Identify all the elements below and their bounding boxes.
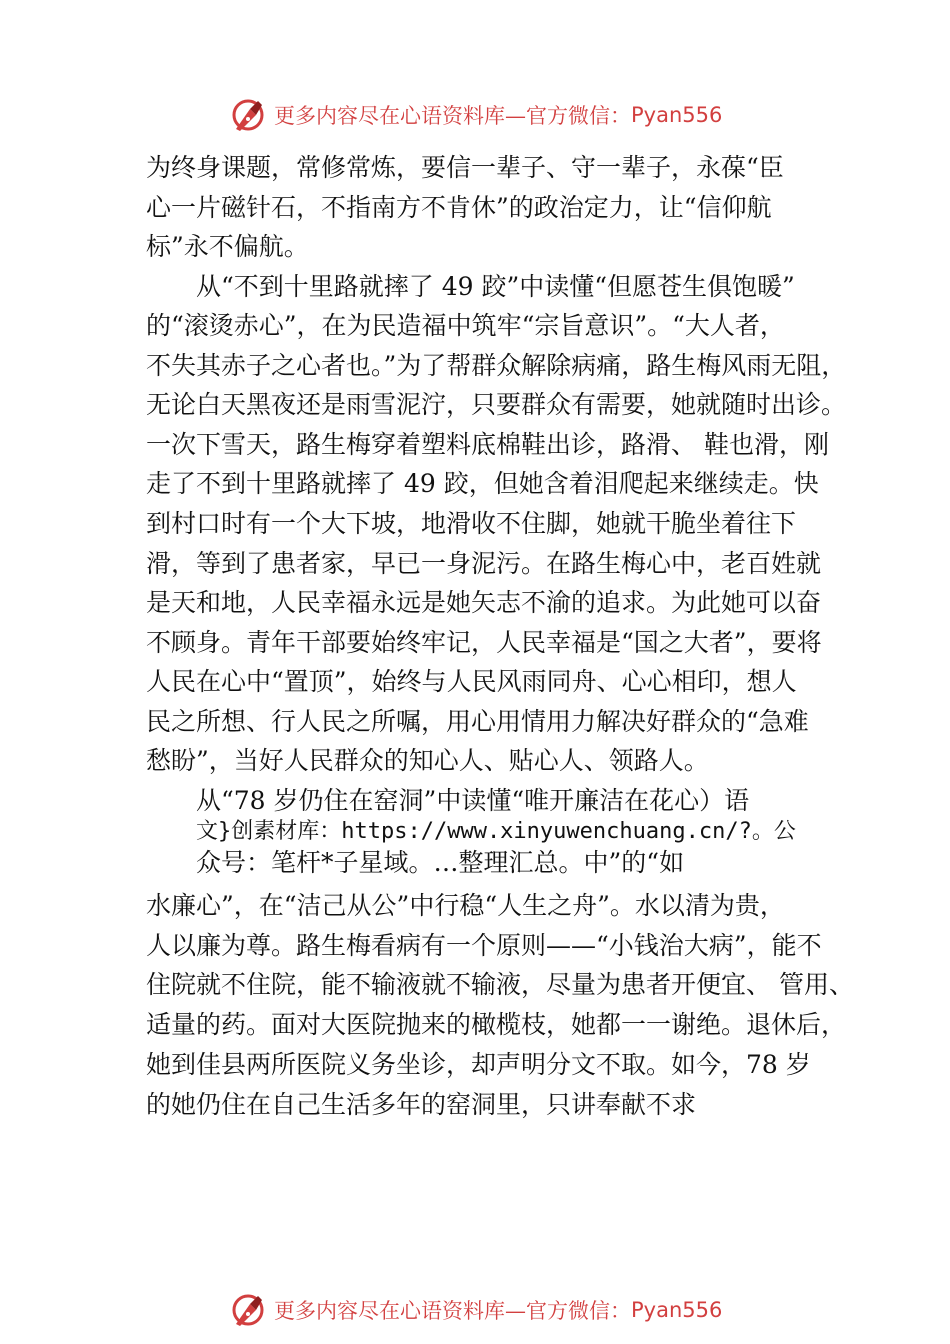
body-line: 愁盼”，当好人民群众的知心人、贴心人、领路人。 bbox=[146, 746, 709, 775]
paragraph-first-line: 从“不到十里路就摔了 49 跤”中读懂“但愿苍生俱饱暖” bbox=[196, 272, 795, 301]
body-line: 一次下雪天，路生梅穿着塑料底棉鞋出诊，路滑、 鞋也滑，刚 bbox=[146, 430, 829, 459]
footer-banner bbox=[228, 1290, 722, 1330]
body-line: 人民在心中“置顶”，始终与人民风雨同舟、心心相印，想人 bbox=[146, 667, 797, 696]
body-line: 不失其赤子之心者也。”为了帮群众解除病痛，路生梅风雨无阻， bbox=[146, 351, 847, 380]
pen-nib-logo-icon bbox=[228, 1290, 268, 1330]
body-line: 的她仍住在自己生活多年的窑洞里，只讲奉献不求 bbox=[146, 1090, 697, 1119]
body-line: 适量的药。面对大医院抛来的橄榄枝，她都一一谢绝。退休后， bbox=[146, 1010, 847, 1039]
watermark-line: 众号：笔杆*子星域。…整理汇总。中”的“如 bbox=[196, 848, 685, 877]
body-line: 住院就不住院，能不输液就不输液，尽量为患者开便宜、 管用、 bbox=[146, 970, 854, 999]
body-line: 她到佳县两所医院义务坐诊，却声明分文不取。如今，78 岁 bbox=[146, 1050, 811, 1079]
body-line: 人以廉为尊。路生梅看病有一个原则——“小钱治大病”，能不 bbox=[146, 931, 822, 960]
header-banner-handle: Pyan556 bbox=[631, 103, 723, 127]
body-line: 滑，等到了患者家，早已一身泥污。在路生梅心中，老百姓就 bbox=[146, 549, 822, 578]
body-line: 民之所想、行人民之所嘱，用心用情用力解决好群众的“急难 bbox=[146, 707, 809, 736]
body-line: 走了不到十里路就摔了 49 跤，但她含着泪爬起来继续走。快 bbox=[146, 469, 819, 498]
footer-banner-text: 更多内容尽在心语资料库—官方微信： bbox=[274, 1299, 631, 1323]
pen-nib-logo-icon bbox=[228, 95, 268, 135]
footer-banner-handle: Pyan556 bbox=[631, 1298, 723, 1322]
body-line: 标”永不偏航。 bbox=[146, 232, 309, 261]
paragraph-first-line: 从“78 岁仍住在窑洞”中读懂“唯开廉洁在花心）语 bbox=[196, 786, 750, 815]
body-line: 到村口时有一个大下坡，地滑收不住脚，她就干脆坐着往下 bbox=[146, 509, 797, 538]
header-banner-text: 更多内容尽在心语资料库—官方微信： bbox=[274, 104, 631, 128]
header-banner bbox=[228, 95, 722, 135]
body-line: 是天和地，人民幸福永远是她矢志不渝的追求。为此她可以奋 bbox=[146, 588, 822, 617]
body-line: 的“滚烫赤心”，在为民造福中筑牢“宗旨意识”。“大人者， bbox=[146, 311, 785, 340]
body-line: 为终身课题，常修常炼，要信一辈子、守一辈子，永葆“臣 bbox=[146, 153, 784, 182]
body-line: 无论白天黑夜还是雨雪泥泞，只要群众有需要，她就随时出诊。 bbox=[146, 390, 847, 419]
body-line: 水廉心”，在“洁己从公”中行稳“人生之舟”。水以清为贵， bbox=[146, 891, 785, 920]
body-line: 心一片磁针石，不指南方不肯休”的政治定力，让“信仰航 bbox=[146, 193, 772, 222]
body-line: 不顾身。青年干部要始终牢记，人民幸福是“国之大者”，要将 bbox=[146, 628, 822, 657]
watermark-line: 文}创素材库：https://www.xinyuwenchuang.cn/?。公 bbox=[196, 819, 796, 844]
